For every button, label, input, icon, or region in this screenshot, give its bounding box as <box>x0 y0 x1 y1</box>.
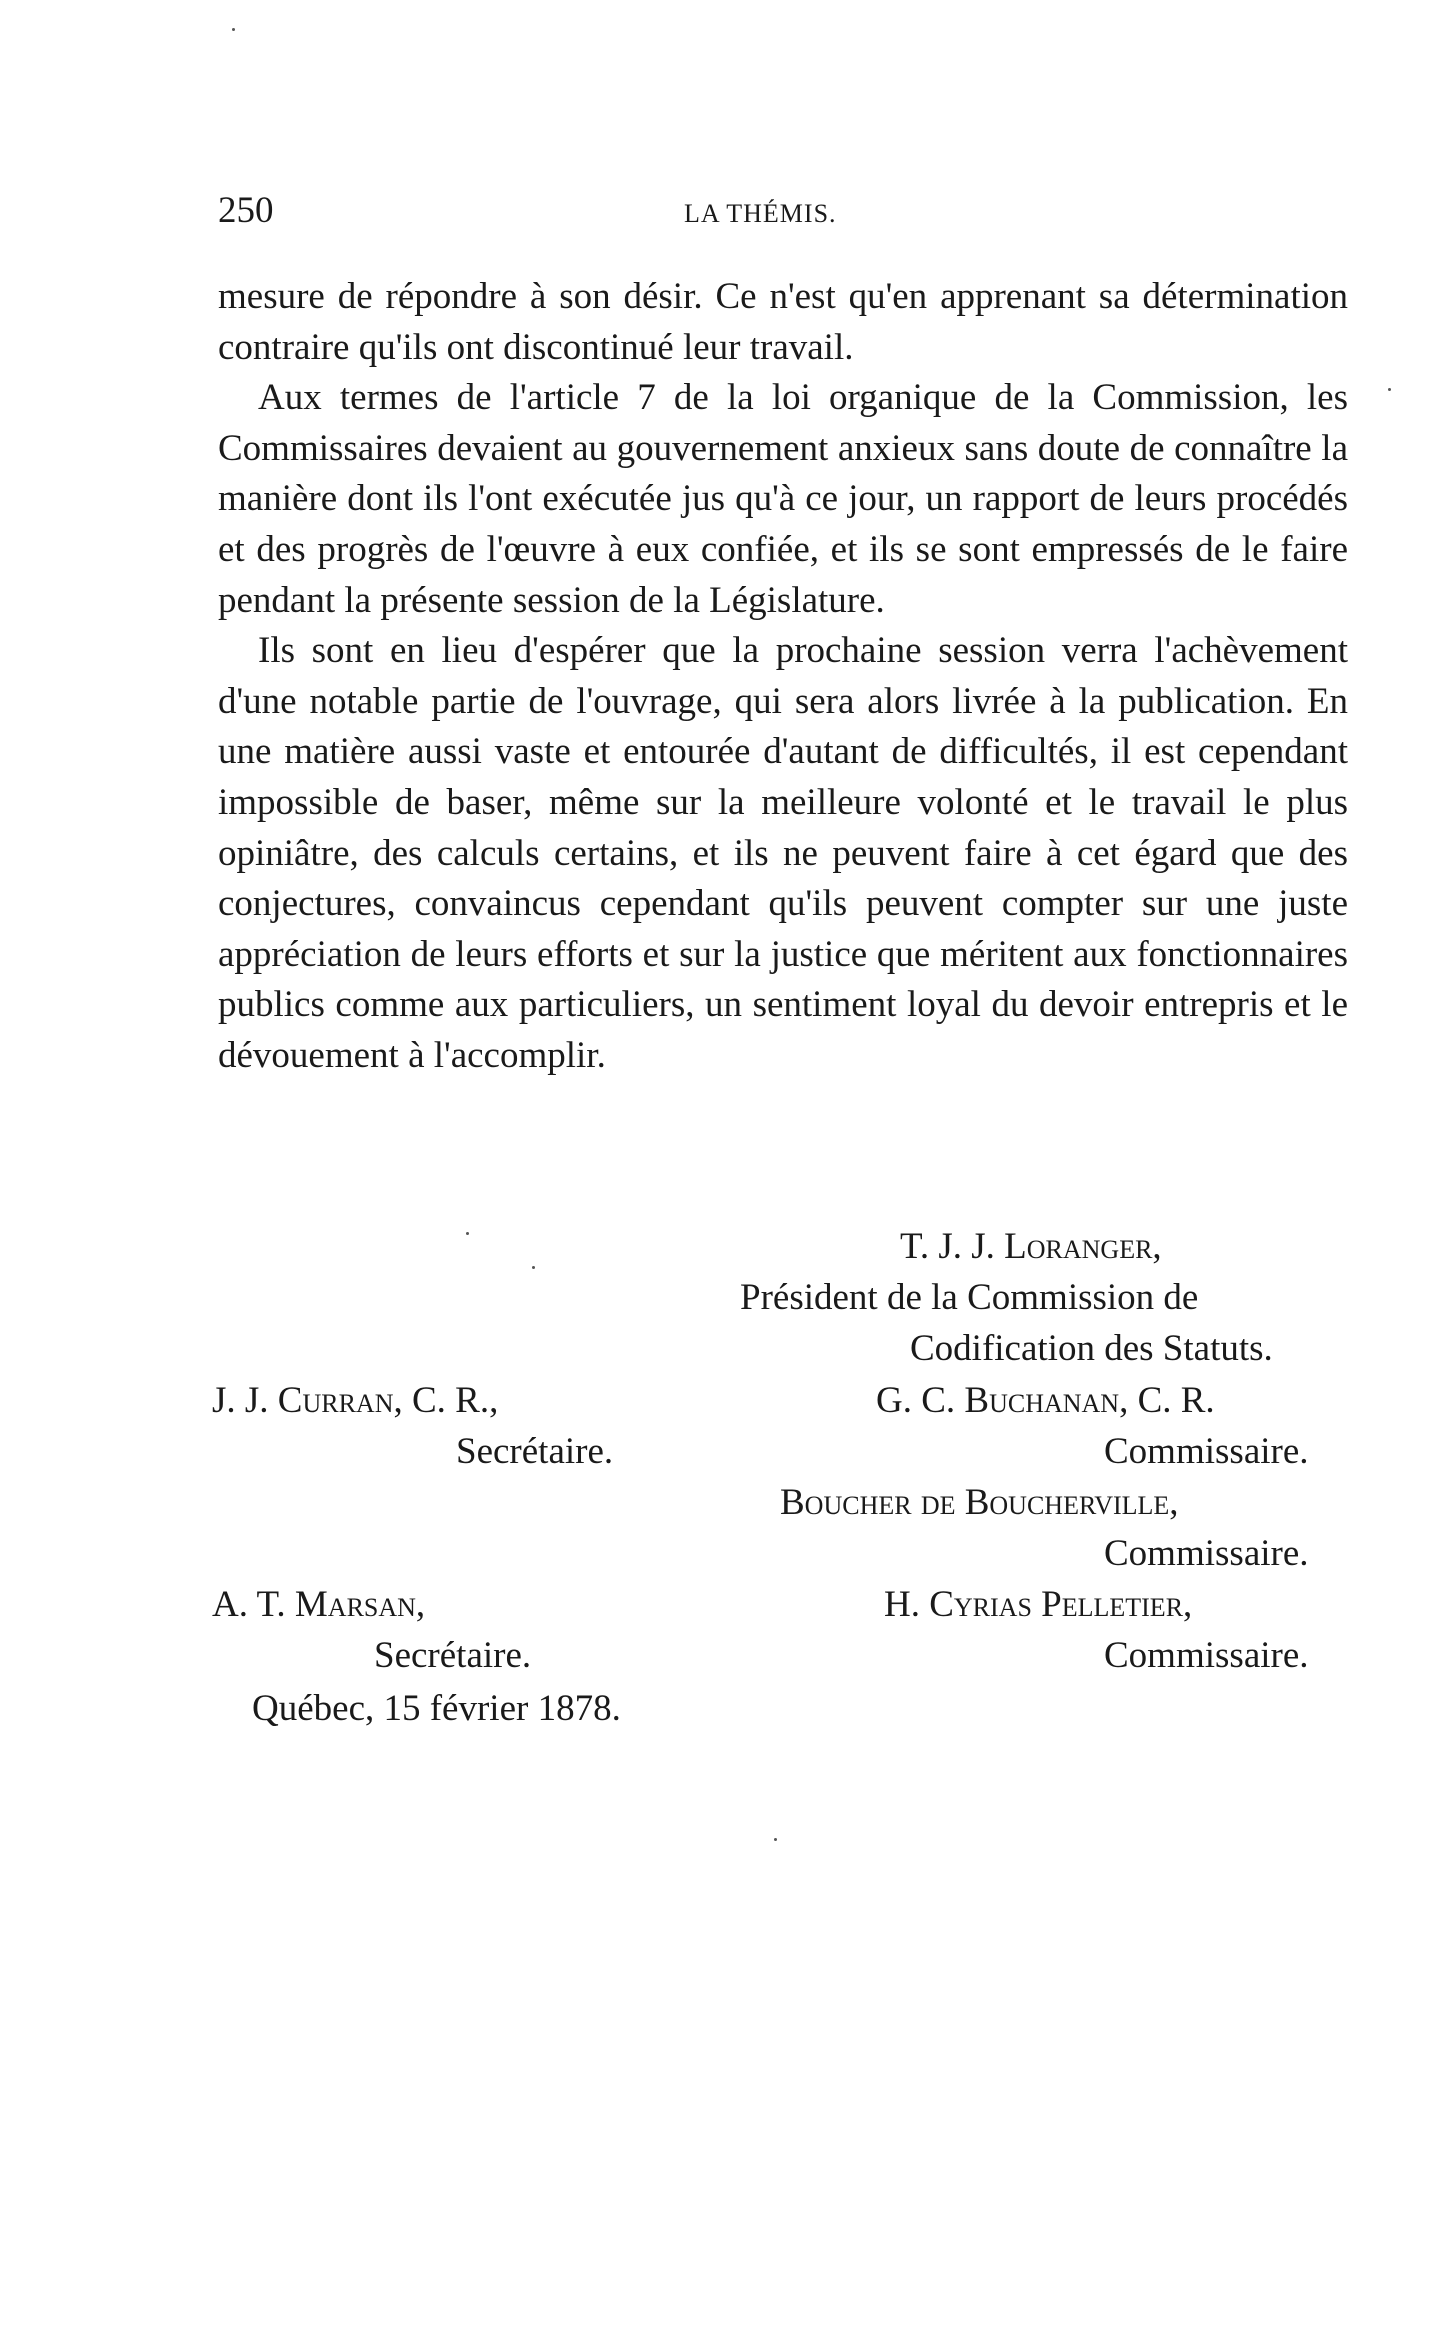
signature-boucherville-name: Boucher de Boucherville, <box>780 1482 1179 1523</box>
signature-buchanan-title: Commissaire. <box>1104 1431 1309 1472</box>
signature-loranger-name: T. J. J. Loranger, <box>900 1226 1162 1267</box>
signature-curran-title: Secrétaire. <box>456 1431 614 1472</box>
signature-loranger-title-1: Président de la Commission de <box>740 1277 1199 1318</box>
paragraph-3: Ils sont en lieu d'espérer que la prochaine session verra l'achèvement d'une notable partie de l'ouvrage, qui sera alors livrée à la publication. En une matière aussi vaste et entourée d'autant de difficultés, il est cependant impossible de baser, même sur la meilleure volonté et le travail le plus opiniâtre, des calculs certains, et ils ne peuvent faire à cet égard que des conjectures, convaincus cependant qu'ils peuvent compter sur une juste appréciation de leurs efforts et sur la justice que méritent aux fonctionnaires publics comme aux particuliers, un sentiment loyal du devoir entrepris et le dévouement à l'accomplir. <box>218 630 1348 1076</box>
signature-boucherville-title: Commissaire. <box>1104 1533 1309 1574</box>
signature-pelletier-name: H. Cyrias Pelletier, <box>884 1584 1193 1625</box>
speck-mark <box>1388 388 1391 391</box>
signature-buchanan-name: G. C. Buchanan, C. R. <box>876 1380 1215 1421</box>
running-title: LA THÉMIS. <box>684 199 837 228</box>
speck-mark <box>532 1266 535 1269</box>
running-head <box>218 186 1348 236</box>
speck-mark <box>232 28 235 31</box>
signature-marsan-name: A. T. Marsan, <box>212 1584 426 1625</box>
page-number: 250 <box>218 190 274 231</box>
signature-marsan-title: Secrétaire. <box>374 1635 532 1676</box>
paragraph-1: mesure de répondre à son désir. Ce n'est qu'en apprenant sa détermination contraire qu'ils ont discontinué leur travail. <box>218 276 1348 368</box>
place-and-date: Québec, 15 février 1878. <box>252 1688 621 1729</box>
body-text <box>218 272 1348 1082</box>
speck-mark <box>774 1838 777 1841</box>
signature-pelletier-title: Commissaire. <box>1104 1635 1309 1676</box>
signature-curran-name: J. J. Curran, C. R., <box>212 1380 499 1421</box>
speck-mark <box>466 1232 469 1235</box>
signature-loranger-title-2: Codification des Statuts. <box>910 1328 1273 1369</box>
paragraph-2: Aux termes de l'article 7 de la loi organique de la Commission, les Commissaires devaient au gouvernement anxieux sans doute de connaître la manière dont ils l'ont exécutée jus qu'à ce jour, un rapport de leurs procédés et des progrès de l'œuvre à eux confiée, et ils se sont empressés de le faire pendant la présente session de la Législature. <box>218 377 1348 621</box>
